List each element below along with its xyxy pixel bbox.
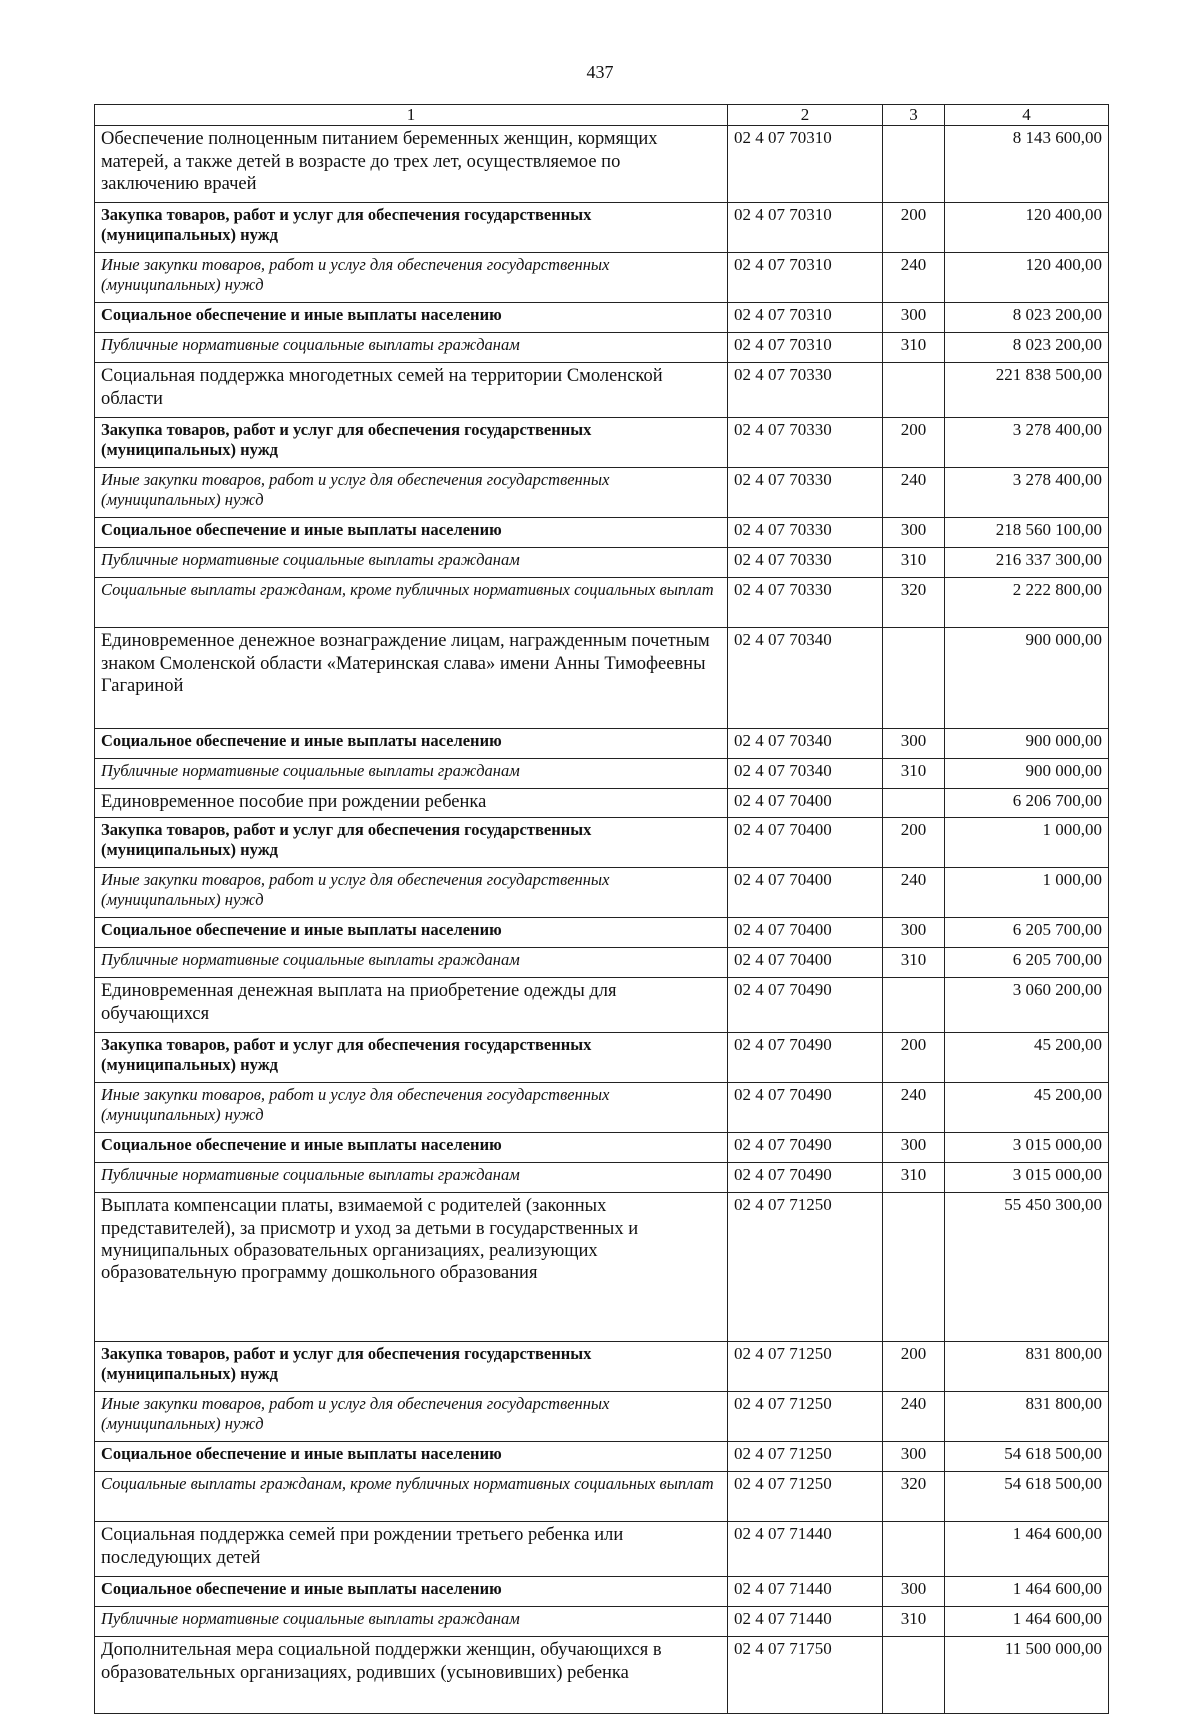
table-row: [95, 1033, 1109, 1083]
expense-name-cell: Закупка товаров, работ и услуг для обеспечения государственных (муниципальных) нужд: [95, 1033, 728, 1083]
amount-cell: 218 560 100,00: [945, 518, 1109, 548]
table-row: [95, 918, 1109, 948]
target-article-code-cell: 02 4 07 70330: [728, 548, 883, 578]
target-article-code-cell: 02 4 07 70330: [728, 518, 883, 548]
amount-cell: 120 400,00: [945, 203, 1109, 253]
table-row: [95, 1392, 1109, 1442]
table-row: [95, 1083, 1109, 1133]
expense-name-cell: Единовременное денежное вознаграждение лицам, награжденным почетным знаком Смоленской области «Материнская слава» имени Анны Тимофеевны Гагариной: [95, 628, 728, 729]
target-article-code-cell: 02 4 07 70400: [728, 948, 883, 978]
target-article-code-cell: 02 4 07 70310: [728, 253, 883, 303]
table-row: [95, 948, 1109, 978]
table-row: [95, 333, 1109, 363]
table-row: [95, 1607, 1109, 1637]
expense-name-cell: Социальное обеспечение и иные выплаты населению: [95, 1442, 728, 1472]
table-row: [95, 729, 1109, 759]
amount-cell: 8 023 200,00: [945, 333, 1109, 363]
budget-table: [94, 104, 1109, 1714]
target-article-code-cell: 02 4 07 70340: [728, 628, 883, 729]
target-article-code-cell: 02 4 07 71440: [728, 1607, 883, 1637]
target-article-code-cell: 02 4 07 70330: [728, 468, 883, 518]
table-body: [95, 126, 1109, 1714]
expense-name-cell: Социальное обеспечение и иные выплаты населению: [95, 918, 728, 948]
target-article-code-cell: 02 4 07 71250: [728, 1193, 883, 1342]
amount-cell: 6 205 700,00: [945, 918, 1109, 948]
expense-name-cell: Социальное обеспечение и иные выплаты населению: [95, 1133, 728, 1163]
expense-type-code-cell: 200: [883, 1342, 945, 1392]
expense-type-code-cell: [883, 1193, 945, 1342]
expense-type-code-cell: 300: [883, 1577, 945, 1607]
table-row: [95, 1342, 1109, 1392]
expense-type-code-cell: 300: [883, 1442, 945, 1472]
target-article-code-cell: 02 4 07 70490: [728, 1033, 883, 1083]
expense-name-cell: Социальная поддержка многодетных семей на территории Смоленской области: [95, 363, 728, 418]
column-header-2: 2: [728, 105, 883, 126]
expense-name-cell: Публичные нормативные социальные выплаты гражданам: [95, 759, 728, 789]
target-article-code-cell: 02 4 07 71250: [728, 1392, 883, 1442]
table-row: [95, 789, 1109, 818]
amount-cell: 54 618 500,00: [945, 1442, 1109, 1472]
expense-name-cell: Иные закупки товаров, работ и услуг для обеспечения государственных (муниципальных) нужд: [95, 1392, 728, 1442]
expense-name-cell: Закупка товаров, работ и услуг для обеспечения государственных (муниципальных) нужд: [95, 418, 728, 468]
expense-name-cell: Обеспечение полноценным питанием беременных женщин, кормящих матерей, а также детей в возрасте до трех лет, осуществляемое по заключению врачей: [95, 126, 728, 203]
table-row: [95, 1193, 1109, 1342]
expense-name-cell: Социальные выплаты гражданам, кроме публичных нормативных социальных выплат: [95, 578, 728, 628]
expense-name-cell: Закупка товаров, работ и услуг для обеспечения государственных (муниципальных) нужд: [95, 203, 728, 253]
table-row: [95, 363, 1109, 418]
amount-cell: 3 060 200,00: [945, 978, 1109, 1033]
amount-cell: 3 015 000,00: [945, 1133, 1109, 1163]
expense-type-code-cell: 320: [883, 1472, 945, 1522]
expense-type-code-cell: 300: [883, 1133, 945, 1163]
target-article-code-cell: 02 4 07 70330: [728, 363, 883, 418]
target-article-code-cell: 02 4 07 71250: [728, 1442, 883, 1472]
expense-name-cell: Социальные выплаты гражданам, кроме публичных нормативных социальных выплат: [95, 1472, 728, 1522]
amount-cell: 8 143 600,00: [945, 126, 1109, 203]
table-row: [95, 818, 1109, 868]
expense-type-code-cell: 300: [883, 518, 945, 548]
expense-type-code-cell: 200: [883, 1033, 945, 1083]
table-row: [95, 418, 1109, 468]
expense-name-cell: Социальное обеспечение и иные выплаты населению: [95, 303, 728, 333]
amount-cell: 831 800,00: [945, 1392, 1109, 1442]
expense-name-cell: Единовременная денежная выплата на приобретение одежды для обучающихся: [95, 978, 728, 1033]
amount-cell: 2 222 800,00: [945, 578, 1109, 628]
expense-type-code-cell: [883, 978, 945, 1033]
table-row: [95, 468, 1109, 518]
target-article-code-cell: 02 4 07 70310: [728, 203, 883, 253]
table-row: [95, 1577, 1109, 1607]
expense-name-cell: Публичные нормативные социальные выплаты гражданам: [95, 333, 728, 363]
table-row: [95, 303, 1109, 333]
amount-cell: 8 023 200,00: [945, 303, 1109, 333]
column-number-header-row: [95, 105, 1109, 126]
expense-name-cell: Закупка товаров, работ и услуг для обеспечения государственных (муниципальных) нужд: [95, 1342, 728, 1392]
expense-type-code-cell: 310: [883, 1163, 945, 1193]
expense-type-code-cell: 240: [883, 1392, 945, 1442]
amount-cell: 3 278 400,00: [945, 418, 1109, 468]
expense-type-code-cell: [883, 363, 945, 418]
amount-cell: 6 206 700,00: [945, 789, 1109, 818]
target-article-code-cell: 02 4 07 70490: [728, 1163, 883, 1193]
expense-name-cell: Иные закупки товаров, работ и услуг для обеспечения государственных (муниципальных) нужд: [95, 253, 728, 303]
target-article-code-cell: 02 4 07 70330: [728, 578, 883, 628]
amount-cell: 221 838 500,00: [945, 363, 1109, 418]
table-row: [95, 1163, 1109, 1193]
target-article-code-cell: 02 4 07 70490: [728, 1083, 883, 1133]
expense-name-cell: Выплата компенсации платы, взимаемой с родителей (законных представителей), за присмотр и уход за детьми в государственных и муниципальных образовательных организациях, реализующих образовательную программу дошкольного образования: [95, 1193, 728, 1342]
expense-type-code-cell: 320: [883, 578, 945, 628]
expense-type-code-cell: 310: [883, 1607, 945, 1637]
target-article-code-cell: 02 4 07 70310: [728, 333, 883, 363]
expense-name-cell: Иные закупки товаров, работ и услуг для обеспечения государственных (муниципальных) нужд: [95, 1083, 728, 1133]
table-row: [95, 759, 1109, 789]
amount-cell: 1 000,00: [945, 818, 1109, 868]
expense-type-code-cell: 310: [883, 333, 945, 363]
amount-cell: 45 200,00: [945, 1083, 1109, 1133]
target-article-code-cell: 02 4 07 70340: [728, 729, 883, 759]
expense-name-cell: Закупка товаров, работ и услуг для обеспечения государственных (муниципальных) нужд: [95, 818, 728, 868]
expense-name-cell: Социальное обеспечение и иные выплаты населению: [95, 1577, 728, 1607]
table-row: [95, 518, 1109, 548]
table-row: [95, 978, 1109, 1033]
expense-type-code-cell: [883, 789, 945, 818]
amount-cell: 831 800,00: [945, 1342, 1109, 1392]
expense-name-cell: Социальное обеспечение и иные выплаты населению: [95, 729, 728, 759]
amount-cell: 6 205 700,00: [945, 948, 1109, 978]
target-article-code-cell: 02 4 07 70490: [728, 978, 883, 1033]
target-article-code-cell: 02 4 07 70310: [728, 126, 883, 203]
table-row: [95, 253, 1109, 303]
expense-type-code-cell: 200: [883, 203, 945, 253]
column-header-3: 3: [883, 105, 945, 126]
amount-cell: 900 000,00: [945, 759, 1109, 789]
table-row: [95, 1637, 1109, 1714]
target-article-code-cell: 02 4 07 70400: [728, 868, 883, 918]
amount-cell: 55 450 300,00: [945, 1193, 1109, 1342]
target-article-code-cell: 02 4 07 70330: [728, 418, 883, 468]
expense-type-code-cell: [883, 1522, 945, 1577]
expense-type-code-cell: 240: [883, 868, 945, 918]
expense-name-cell: Публичные нормативные социальные выплаты гражданам: [95, 1607, 728, 1637]
expense-type-code-cell: 300: [883, 918, 945, 948]
expense-type-code-cell: 240: [883, 468, 945, 518]
table-row: [95, 868, 1109, 918]
amount-cell: 3 278 400,00: [945, 468, 1109, 518]
amount-cell: 1 464 600,00: [945, 1577, 1109, 1607]
page-number: 437: [586, 62, 614, 82]
amount-cell: 1 464 600,00: [945, 1522, 1109, 1577]
amount-cell: 1 464 600,00: [945, 1607, 1109, 1637]
target-article-code-cell: 02 4 07 71750: [728, 1637, 883, 1714]
table-row: [95, 578, 1109, 628]
target-article-code-cell: 02 4 07 70400: [728, 818, 883, 868]
expense-type-code-cell: 300: [883, 729, 945, 759]
amount-cell: 54 618 500,00: [945, 1472, 1109, 1522]
expense-type-code-cell: 300: [883, 303, 945, 333]
target-article-code-cell: 02 4 07 70340: [728, 759, 883, 789]
expense-type-code-cell: 310: [883, 948, 945, 978]
target-article-code-cell: 02 4 07 71250: [728, 1342, 883, 1392]
expense-type-code-cell: 200: [883, 418, 945, 468]
expense-name-cell: Единовременное пособие при рождении ребенка: [95, 789, 728, 818]
expense-name-cell: Публичные нормативные социальные выплаты гражданам: [95, 548, 728, 578]
amount-cell: 11 500 000,00: [945, 1637, 1109, 1714]
amount-cell: 1 000,00: [945, 868, 1109, 918]
expense-type-code-cell: [883, 628, 945, 729]
target-article-code-cell: 02 4 07 70400: [728, 918, 883, 948]
expense-type-code-cell: 240: [883, 1083, 945, 1133]
expense-name-cell: Публичные нормативные социальные выплаты гражданам: [95, 948, 728, 978]
expense-name-cell: Социальное обеспечение и иные выплаты населению: [95, 518, 728, 548]
amount-cell: 900 000,00: [945, 628, 1109, 729]
table-row: [95, 203, 1109, 253]
column-header-1: 1: [95, 105, 728, 126]
target-article-code-cell: 02 4 07 70310: [728, 303, 883, 333]
target-article-code-cell: 02 4 07 71250: [728, 1472, 883, 1522]
amount-cell: 45 200,00: [945, 1033, 1109, 1083]
expense-type-code-cell: [883, 1637, 945, 1714]
amount-cell: 3 015 000,00: [945, 1163, 1109, 1193]
target-article-code-cell: 02 4 07 71440: [728, 1577, 883, 1607]
expense-name-cell: Социальная поддержка семей при рождении третьего ребенка или последующих детей: [95, 1522, 728, 1577]
table-row: [95, 126, 1109, 203]
table-row: [95, 628, 1109, 729]
table-row: [95, 1133, 1109, 1163]
expense-type-code-cell: 240: [883, 253, 945, 303]
expense-type-code-cell: 310: [883, 548, 945, 578]
amount-cell: 900 000,00: [945, 729, 1109, 759]
table-row: [95, 1472, 1109, 1522]
expense-name-cell: Иные закупки товаров, работ и услуг для обеспечения государственных (муниципальных) нужд: [95, 868, 728, 918]
amount-cell: 120 400,00: [945, 253, 1109, 303]
table-row: [95, 1442, 1109, 1472]
target-article-code-cell: 02 4 07 71440: [728, 1522, 883, 1577]
expense-type-code-cell: 310: [883, 759, 945, 789]
target-article-code-cell: 02 4 07 70400: [728, 789, 883, 818]
expense-name-cell: Дополнительная мера социальной поддержки женщин, обучающихся в образовательных организациях, родивших (усыновивших) ребенка: [95, 1637, 728, 1714]
expense-name-cell: Иные закупки товаров, работ и услуг для обеспечения государственных (муниципальных) нужд: [95, 468, 728, 518]
amount-cell: 216 337 300,00: [945, 548, 1109, 578]
table-row: [95, 548, 1109, 578]
expense-name-cell: Публичные нормативные социальные выплаты гражданам: [95, 1163, 728, 1193]
table-row: [95, 1522, 1109, 1577]
column-header-4: 4: [945, 105, 1109, 126]
expense-type-code-cell: 200: [883, 818, 945, 868]
expense-type-code-cell: [883, 126, 945, 203]
target-article-code-cell: 02 4 07 70490: [728, 1133, 883, 1163]
